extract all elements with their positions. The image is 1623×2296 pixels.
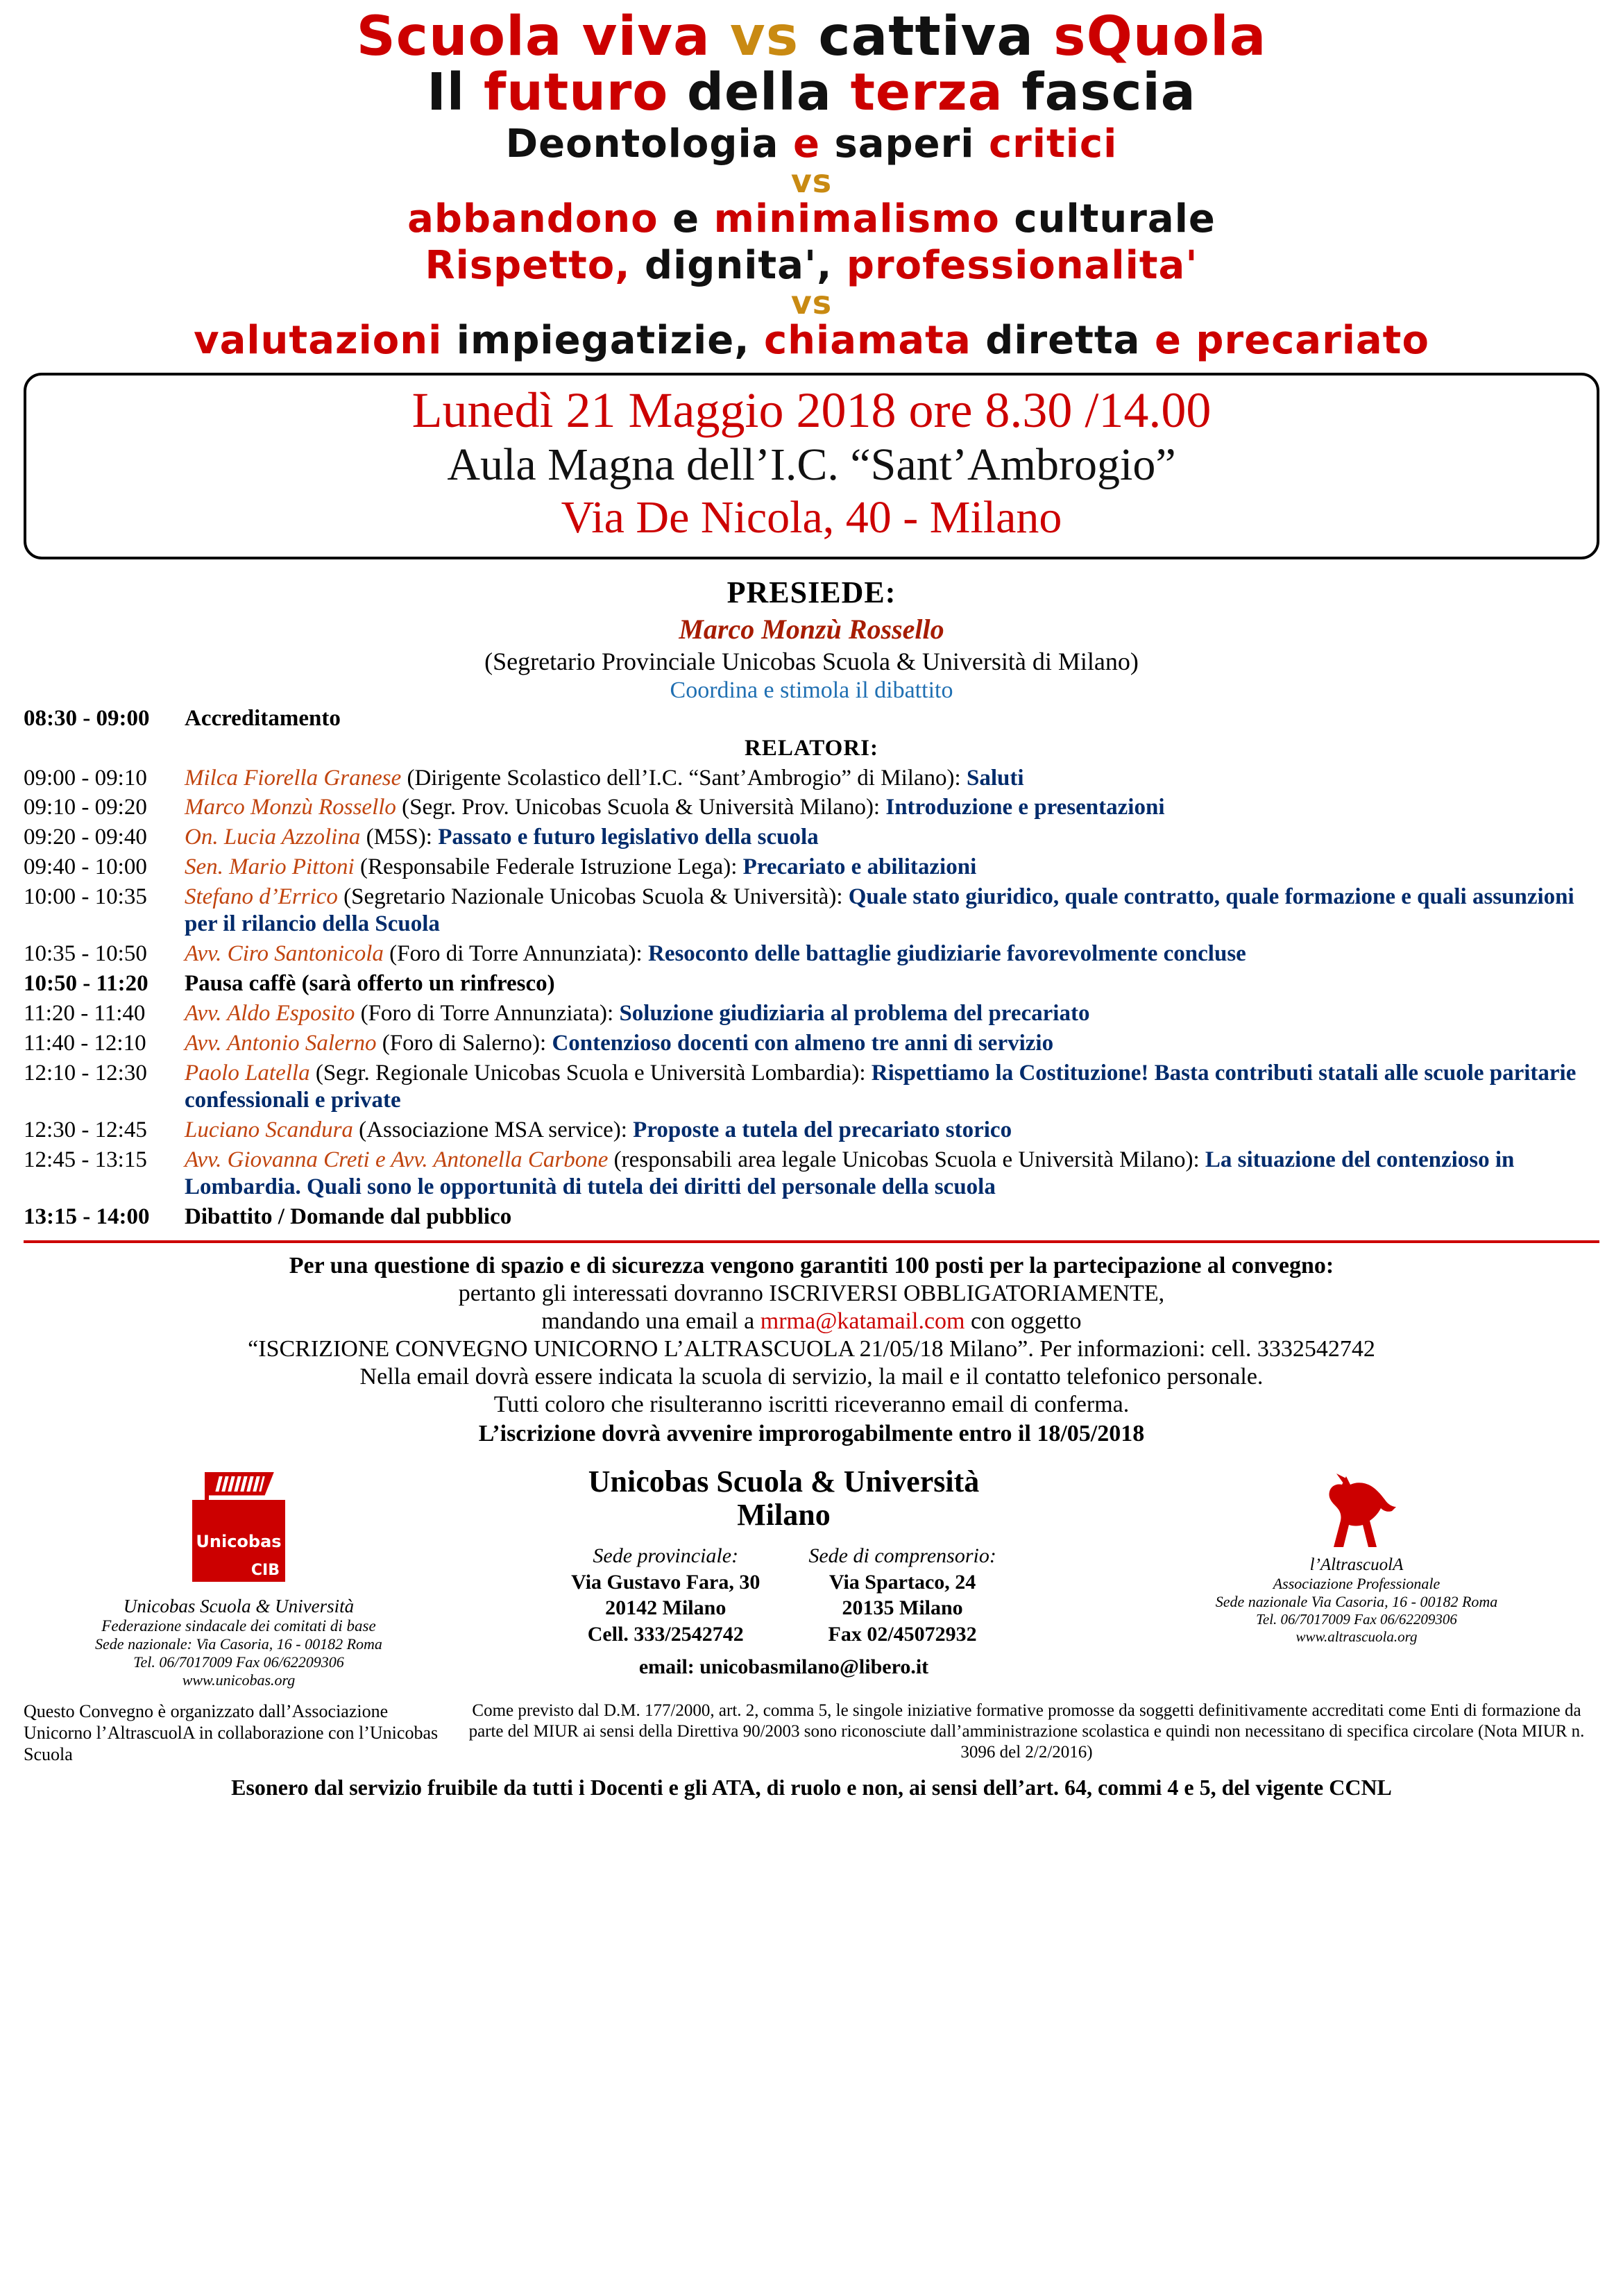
schedule-text: (Segr. Regionale Unicobas Scuola e Università Lombardia): <box>309 1060 872 1086</box>
schedule-time: 12:10 - 12:30 <box>24 1060 147 1086</box>
info-line-4: “ISCRIZIONE CONVEGNO UNICORNO L’ALTRASCUOLA 21/05/18 Milano”. Per informazioni: cell. 3332542742 <box>248 1335 1375 1362</box>
altrascuola-name: l’AltrascuolA <box>1309 1555 1404 1574</box>
speaker-name: Milca Fiorella Granese <box>185 765 402 791</box>
talk-title: Passato e futuro legislativo della scuola <box>438 825 819 850</box>
office-provincial-line-1: Via Gustavo Fara, 30 <box>571 1570 760 1594</box>
talk-title: Quale stato giuridico, quale contratto, quale formazione e quali assunzioni per il rilancio della Scuola <box>185 884 1574 937</box>
schedule-time: 13:15 - 14:00 <box>24 1204 150 1229</box>
banner-segment: Il <box>427 62 484 122</box>
schedule-text: (Segr. Prov. Unicobas Scuola & Università Milano): <box>396 795 886 820</box>
org-title-line-1: Unicobas Scuola & Università <box>588 1464 980 1499</box>
schedule-row <box>24 882 1599 939</box>
footer-left-website[interactable]: www.unicobas.org <box>182 1671 296 1689</box>
divider <box>24 1240 1599 1243</box>
banner-segment: vs <box>729 6 799 68</box>
banner-segment: fascia <box>1021 62 1196 122</box>
speaker-name: Paolo Latella <box>185 1060 310 1086</box>
footer-left-line-2: Federazione sindacale dei comitati di base <box>101 1617 376 1635</box>
banner-segment: e precariato <box>1154 318 1429 364</box>
banner-segment: professionalita' <box>846 243 1198 289</box>
event-address: Via De Nicola, 40 - Milano <box>561 491 1062 543</box>
banner-segment: terza <box>850 62 1022 122</box>
schedule-table <box>24 704 1599 1232</box>
talk-title: Resoconto delle battaglie giudiziarie favorevolmente concluse <box>647 941 1246 967</box>
schedule-description <box>185 882 1599 939</box>
schedule-row <box>24 793 1599 822</box>
schedule-description <box>185 822 1599 852</box>
schedule-row <box>24 1145 1599 1202</box>
altrascuola-phone: Tel. 06/7017009 Fax 06/62209306 <box>1256 1610 1457 1628</box>
banner-segment: futuro <box>483 62 687 122</box>
schedule-time: 10:35 - 10:50 <box>24 941 147 967</box>
banner-segment: Rispetto, <box>425 243 645 289</box>
org-title-line-2: Milano <box>737 1497 831 1532</box>
schedule-time: 09:10 - 09:20 <box>24 795 147 820</box>
talk-title: Rispettiamo la Costituzione! Basta contributi statali alle scuole paritarie confessionali e private <box>185 1060 1577 1113</box>
altrascuola-website[interactable]: www.altrascuola.org <box>1295 1628 1418 1645</box>
footer-left-line-4: Tel. 06/7017009 Fax 06/62209306 <box>133 1653 344 1671</box>
talk-title: Proposte a tutela del precariato storico <box>633 1117 1012 1142</box>
footer-left-line-1: Unicobas Scuola & Università <box>123 1595 355 1617</box>
poster-banner <box>24 6 1599 364</box>
schedule-row <box>24 852 1599 882</box>
talk-title: Introduzione e presentazioni <box>885 795 1165 820</box>
speaker-name: Avv. Aldo Esposito <box>185 1001 355 1027</box>
talk-title: Contenzioso docenti con almeno tre anni di servizio <box>552 1030 1054 1056</box>
schedule-row <box>24 969 1599 999</box>
footer-right <box>1114 1465 1599 1646</box>
banner-line-3 <box>24 121 1599 167</box>
preside-title: PRESIEDE: <box>726 575 897 609</box>
schedule-text: (responsabili area legale Unicobas Scuola e Università Milano): <box>608 1147 1205 1172</box>
speaker-name: Marco Monzù Rossello <box>185 795 396 820</box>
schedule-text: (Segretario Nazionale Unicobas Scuola & Università): <box>337 884 849 910</box>
accreditation-note: Come previsto dal D.M. 177/2000, art. 2, comma 5, le singole iniziative formative promosse da soggetti definitivamente accreditati come Enti di formazione da parte del MIUR ai sensi della Direttiva 90/2003 sono riconosciute dall’amministrazione scolastica e quindi non necessitano di specifica circolare (Nota MIUR n. 3096 del 2/2/2016) <box>468 1700 1585 1762</box>
event-venue: Aula Magna dell’I.C. “Sant’Ambrogio” <box>447 439 1176 490</box>
info-line-3-post: con oggetto <box>965 1308 1082 1334</box>
schedule-text: (Foro di Salerno): <box>376 1030 552 1056</box>
registration-email-link[interactable]: mrma@katamail.com <box>760 1308 965 1334</box>
altrascuola-address: Sede nazionale Via Casoria, 16 - 00182 Roma <box>1215 1592 1498 1610</box>
schedule-time: 12:45 - 13:15 <box>24 1147 147 1172</box>
registration-info <box>24 1253 1599 1447</box>
schedule-description <box>185 939 1599 969</box>
office-email[interactable]: email: unicobasmilano@libero.it <box>638 1655 929 1679</box>
schedule-description <box>185 1029 1599 1058</box>
banner-segment: culturale <box>1014 196 1216 242</box>
schedule-row <box>24 999 1599 1029</box>
schedule-time: 11:20 - 11:40 <box>24 1001 146 1027</box>
office-district-line-3: Fax 02/45072932 <box>828 1622 977 1646</box>
schedule-description <box>185 969 1599 999</box>
schedule-description <box>185 704 1599 734</box>
office-district-heading: Sede di comprensorio: <box>808 1544 996 1568</box>
schedule-time: 10:00 - 10:35 <box>24 884 147 910</box>
schedule-description <box>185 1058 1599 1115</box>
schedule-text: (Associazione MSA service): <box>352 1117 634 1142</box>
footer-left <box>24 1465 454 1689</box>
banner-segment: impiegatizie, <box>456 318 764 364</box>
schedule-time: 12:30 - 12:45 <box>24 1117 147 1142</box>
preside-name: Marco Monzù Rossello <box>679 613 944 645</box>
footer-center <box>454 1465 1114 1680</box>
schedule-text: Accreditamento <box>185 705 341 731</box>
schedule-time: 09:20 - 09:40 <box>24 825 147 850</box>
bottom-notes <box>24 1700 1599 1766</box>
banner-segment: e <box>792 121 835 167</box>
altrascuola-subtitle: Associazione Professionale <box>1273 1574 1441 1592</box>
schedule-row <box>24 1058 1599 1115</box>
schedule-row <box>24 763 1599 793</box>
banner-segment: minimalismo <box>713 196 1014 242</box>
cib-logo-text: CIB <box>250 1561 280 1579</box>
talk-title: Soluzione giudiziaria al problema del precariato <box>619 1001 1090 1027</box>
unicobas-logo-icon <box>187 1472 291 1590</box>
office-provincial-line-2: 20142 Milano <box>605 1596 726 1620</box>
info-line-6: Tutti coloro che risulteranno iscritti riceveranno email di conferma. <box>493 1391 1130 1417</box>
talk-title: Saluti <box>966 765 1024 791</box>
offices <box>454 1543 1114 1647</box>
event-date-box <box>24 373 1599 559</box>
banner-segment: critici <box>988 121 1118 167</box>
banner-segment: abbandono <box>407 196 673 242</box>
info-deadline: L’iscrizione dovrà avvenire improrogabilmente entro il 18/05/2018 <box>478 1420 1145 1446</box>
banner-line-6 <box>24 243 1599 289</box>
schedule-time: 09:40 - 10:00 <box>24 854 147 880</box>
banner-line-5 <box>24 196 1599 242</box>
info-line-2: pertanto gli interessati dovranno ISCRIVERSI OBBLIGATORIAMENTE, <box>458 1280 1165 1306</box>
speaker-name: Luciano Scandura <box>185 1117 353 1142</box>
schedule-text: (Responsabile Federale Istruzione Lega): <box>354 854 743 880</box>
schedule-time: 08:30 - 09:00 <box>24 705 150 731</box>
schedule-time: 11:40 - 12:10 <box>24 1030 146 1056</box>
banner-segment: saperi <box>834 121 989 167</box>
relatori-title: RELATORI: <box>745 735 878 761</box>
office-district-line-1: Via Spartaco, 24 <box>829 1570 976 1594</box>
schedule-row <box>24 822 1599 852</box>
schedule-text: Dibattito / Domande dal pubblico <box>185 1204 512 1229</box>
banner-segment: Scuola viva <box>356 6 730 68</box>
banner-line-1 <box>24 6 1599 68</box>
preside-block <box>24 575 1599 704</box>
banner-vs-2: vs <box>790 284 833 322</box>
schedule-text: (Dirigente Scolastico dell’I.C. “Sant’Ambrogio” di Milano): <box>401 765 967 791</box>
exemption-note: Esonero dal servizio fruibile da tutti i Docenti e gli ATA, di ruolo e non, ai sensi dell’art. 64, commi 4 e 5, del vigente CCNL <box>231 1775 1392 1800</box>
schedule-description <box>185 852 1599 882</box>
preside-role: (Segretario Provinciale Unicobas Scuola & Università di Milano) <box>484 647 1139 675</box>
banner-segment: chiamata <box>763 318 986 364</box>
office-provincial-line-3: Cell. 333/2542742 <box>587 1622 744 1646</box>
preside-coordination-note: Coordina e stimola il dibattito <box>670 677 953 703</box>
schedule-description <box>185 1115 1599 1145</box>
horse-logo-icon <box>1305 1469 1409 1553</box>
info-line-5: Nella email dovrà essere indicata la scuola di servizio, la mail e il contatto telefonico personale. <box>359 1363 1264 1390</box>
schedule-description <box>185 793 1599 822</box>
banner-segment: diretta <box>985 318 1155 364</box>
banner-segment: Deontologia <box>505 121 793 167</box>
speaker-name: Stefano d’Errico <box>185 884 338 910</box>
footer-left-line-3: Sede nazionale: Via Casoria, 16 - 00182 Roma <box>95 1635 382 1653</box>
banner-segment: e <box>672 196 714 242</box>
footer <box>24 1465 1599 1689</box>
schedule-row <box>24 704 1599 734</box>
schedule-row <box>24 1029 1599 1058</box>
office-district-line-2: 20135 Milano <box>842 1596 963 1620</box>
banner-line-8 <box>24 318 1599 364</box>
event-date: Lunedì 21 Maggio 2018 ore 8.30 /14.00 <box>411 382 1212 439</box>
unicobas-logo-text: Unicobas <box>196 1531 282 1551</box>
office-provincial <box>571 1543 760 1647</box>
schedule-description <box>185 763 1599 793</box>
office-provincial-heading: Sede provinciale: <box>593 1544 739 1568</box>
schedule-row <box>24 1115 1599 1145</box>
speaker-name: Avv. Giovanna Creti e Avv. Antonella Carbone <box>185 1147 609 1172</box>
banner-segment: sQuola <box>1053 6 1267 68</box>
speaker-name: Avv. Ciro Santonicola <box>185 941 384 967</box>
schedule-row <box>24 1202 1599 1232</box>
speaker-name: On. Lucia Azzolina <box>185 825 361 850</box>
info-line-3 <box>24 1308 1599 1335</box>
banner-segment: dignita', <box>644 243 847 289</box>
info-line-1: Per una questione di spazio e di sicurezza vengono garantiti 100 posti per la partecipazione al convegno: <box>289 1252 1334 1278</box>
talk-title: Precariato e abilitazioni <box>742 854 977 880</box>
schedule-text: (Foro di Torre Annunziata): <box>383 941 648 967</box>
info-line-3-pre: mandando una email a <box>541 1308 760 1334</box>
office-district <box>808 1543 996 1647</box>
banner-segment: cattiva <box>799 6 1054 68</box>
schedule-row <box>24 939 1599 969</box>
organizer-note: Questo Convegno è organizzato dall’Associazione Unicorno l’AltrascuolA in collaborazione con l’Unicobas Scuola <box>24 1700 439 1764</box>
schedule-description <box>185 999 1599 1029</box>
speaker-name: Sen. Mario Pittoni <box>185 854 355 880</box>
banner-segment: valutazioni <box>194 318 457 364</box>
schedule-time: 09:00 - 09:10 <box>24 765 147 791</box>
banner-line-2 <box>24 62 1599 122</box>
schedule-text: (Foro di Torre Annunziata): <box>355 1001 620 1027</box>
schedule-description <box>185 1202 1599 1232</box>
speaker-name: Avv. Antonio Salerno <box>185 1030 377 1056</box>
banner-vs-1: vs <box>790 162 833 201</box>
schedule-text: (M5S): <box>360 825 439 850</box>
schedule-description <box>185 1145 1599 1202</box>
talk-title: La situazione del contenzioso in Lombardia. Quali sono le opportunità di tutela dei diritti del personale della scuola <box>185 1147 1515 1199</box>
schedule-time: 10:50 - 11:20 <box>24 971 148 997</box>
schedule-text: Pausa caffè (sarà offerto un rinfresco) <box>185 971 555 997</box>
banner-segment: della <box>686 62 851 122</box>
